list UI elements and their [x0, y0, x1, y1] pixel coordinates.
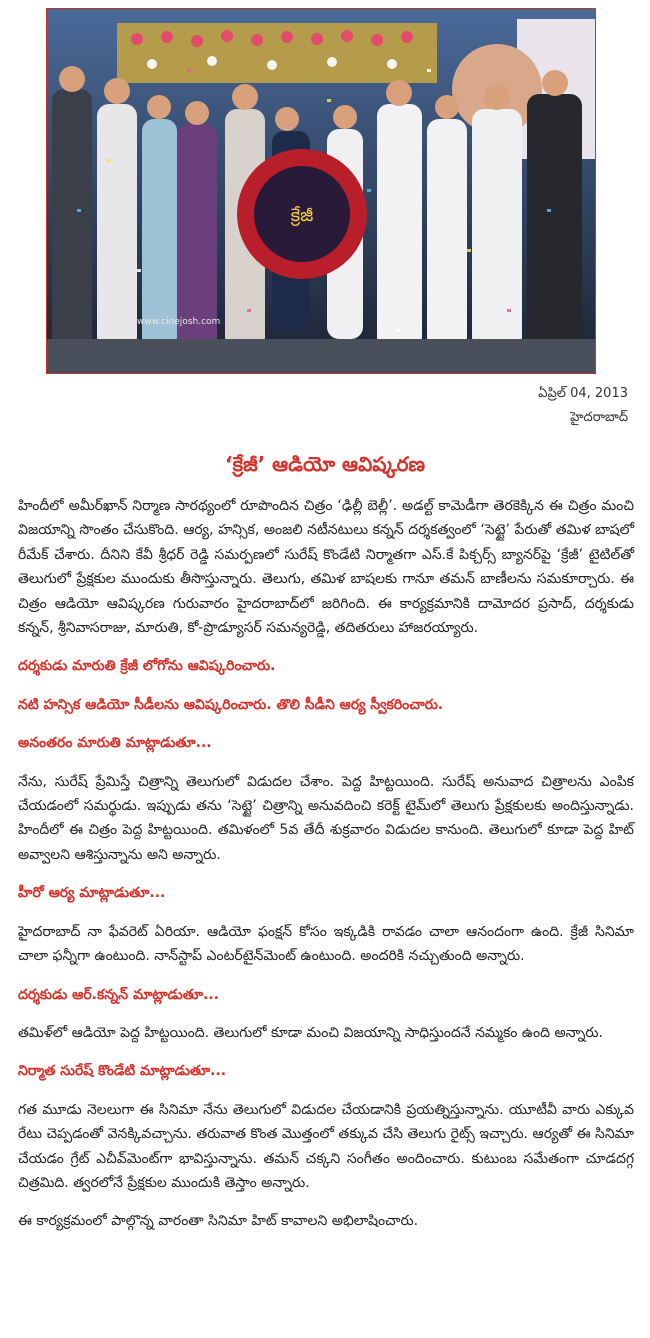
article-paragraph: హిందీలో అమీర్‌ఖాన్ నిర్మాణ సారథ్యంలో రూపొందిన చిత్రం ‘ఢిల్లీ బెల్లీ’. అడల్ట్ కామెడీగా తెరకెక్కిన ఈ చిత్రం మంచి విజయాన్ని సొంతం చేసుకొంది. ఆర్య, హన్సిక, అంజలి నటీనటులు కన్నన్ దర్శకత్వంలో ‘సెట్టై’ పేరుతో తమిళ బాషలో రీమేక్ చేశారు. దీనిని కేవీ శ్రీధర్ రెడ్డి సమర్పణలో సురేష్ కొండేటి నిర్మాతగా ఎస్.కే పిక్చర్స్ బ్యానర్‌పై ‘క్రేజీ’ టైటిల్‌తో తెలుగులో ప్రేక్షకుల ముందుకు తీసొస్తున్నారు. తెలుగు, తమిళ బాషలకు గానూ తమన్ బాణీలను సమకూర్చారు. ఈ చిత్రం ఆడియో ఆవిష్కరణ గురువారం హైదరాబాద్‌లో జరిగింది. ఈ కార్యక్రమానికి దామోదర ప్రసాద్, దర్శకుడు కన్నన్, శ్రీనివాసరాజు, మారుతి, కో-ప్రొడ్యూసర్ సమన్యరెడ్డి, తదితరులు హాజరయ్యారు.: [18, 498, 634, 637]
photo-watermark: www.cinejosh.com: [137, 317, 221, 327]
article-paragraph: దర్శకుడు మారుతి క్రేజీ లోగోను ఆవిష్కరించారు.: [18, 658, 276, 675]
article-subheading: నిర్మాత సురేష్ కొండేటి మాట్లాడుతూ...: [18, 1063, 227, 1080]
article-subheading: దర్శకుడు ఆర్.కన్నన్ మాట్లాడుతూ...: [18, 986, 219, 1003]
article-body: [18, 494, 634, 1248]
article-paragraph: నేను, సురేష్ ప్రేమిస్తే చిత్రాన్ని తెలుగులో విడుదల చేశాం. పెద్ద హిట్టయింది. సురేష్ అనువాద చిత్రాలను ఎంపిక చేయడంలో సమర్థుడు. ఇప్పుడు తను ‘సెట్టై’ చిత్రాన్ని అనువదించి కరెక్ట్ టైమ్‌లో తెలుగు ప్రేక్షకులకు అందిస్తున్నాడు. హిందీలో ఈ చిత్రం పెద్ద హిట్టయింది. తమిళంలో 5వ తేదీ శుక్రవారం విడుదల కానుంది. తెలుగులో కూడా పెద్ద హిట్ అవ్వాలని ఆశిస్తున్నాను అని అన్నారు.: [18, 773, 634, 863]
article-subheading: హీరో ఆర్య మాట్లాడుతూ...: [18, 885, 166, 902]
article-date: ఏప్రిల్ 04, 2013: [538, 386, 628, 401]
article-location: హైదరాబాద్: [570, 410, 628, 425]
article-subheading: అనంతరం మారుతి మాట్లాడుతూ...: [18, 735, 212, 752]
event-photo: [46, 8, 596, 374]
article-paragraph: నటి హన్సిక ఆడియో సీడీలను ఆవిష్కరించారు. తొలి సీడీని ఆర్య స్వీకరించారు.: [18, 696, 444, 713]
svg-text:క్రేజీ: క్రేజీ: [290, 205, 314, 226]
article-paragraph: తమిళ్‌లో ఆడియో పెద్ద హిట్టయింది. తెలుగులో కూడా మంచి విజయాన్ని సాధిస్తుందనే నమ్మకం ఉంది అన్నారు.: [18, 1024, 603, 1041]
article-paragraph: హైదరాబాద్ నా ఫేవరెట్ ఏరియా. ఆడియో ఫంక్షన్ కోసం ఇక్కడికి రావడం చాలా ఆనందంగా ఉంది. క్రేజీ సినిమా చాలా ఫన్నీగా ఉంటుంది. నాన్‌స్టాప్ ఎంటర్‌టైన్‌మెంట్ ఉంటుంది. అందరికి నచ్చుతుంది అన్నారు.: [18, 923, 634, 965]
article-paragraph: ఈ కార్యక్రమంలో పాల్గొన్న వారంతా సినిమా హిట్ కావాలని అభిలాషించారు.: [18, 1213, 419, 1230]
article-headline: ‘క్రేజీ’ ఆడియో ఆవిష్కరణ: [224, 452, 426, 476]
article-paragraph: గత మూడు నెలలుగా ఈ సినిమా నేను తెలుగులో విడుదల చేయడానికి ప్రయత్నిస్తున్నాను. యూటీవీ వారు ఎక్కువ రేటు చెప్పడంతో వెనక్కివచ్చాను. తరువాత కొంత మొత్తంలో తక్కువ చేసి తెలుగు రైట్స్ ఇచ్చారు. ఆర్యతో ఈ సినిమా చేయడం గ్రేట్ ఎచీవ్‌మెంట్‌గా భావిస్తున్నాను. తమన్ చక్కని సంగీతం అందించారు. కుటుంబ సమేతంగా చూడదగ్గ చిత్రమిది. త్వరలోనే ప్రేక్షకుల ముందుకి తెస్తాం అన్నారు.: [18, 1101, 634, 1191]
